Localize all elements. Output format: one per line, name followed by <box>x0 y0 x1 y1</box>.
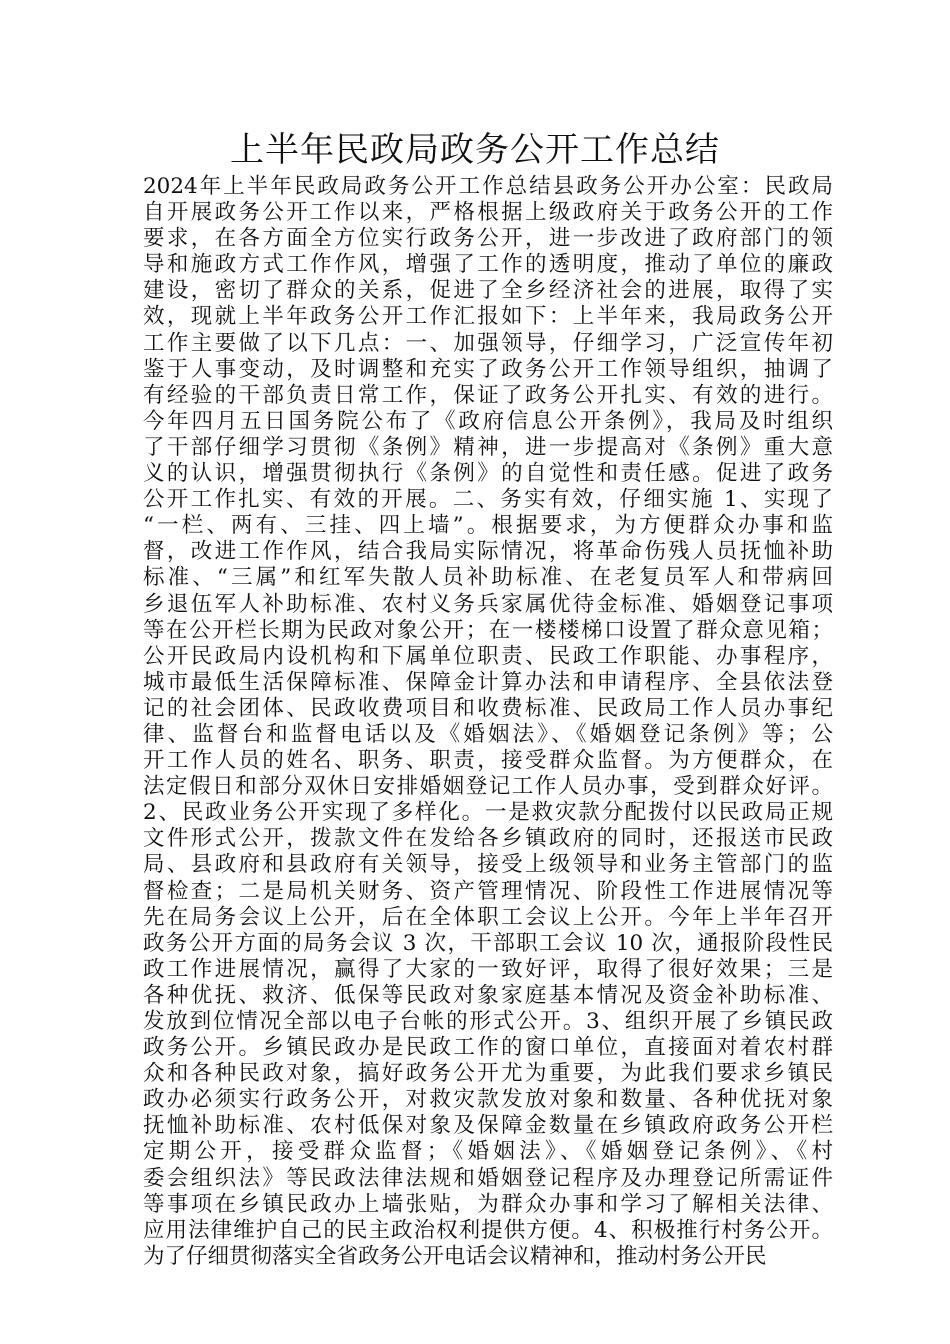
body-line: 为了仔细贯彻落实全省政务公开电话会议精神和，推动村务公开民 <box>143 1243 767 1269</box>
body-line: 城市最低生活保障标准、保障金计算办法和申请程序、全县依法登 <box>143 669 833 695</box>
body-line: “一栏、两有、三挂、四上墙”。根据要求，为方便群众办事和监 <box>143 513 833 539</box>
body-line: 导和施政方式工作作风，增强了工作的透明度，推动了单位的廉政 <box>143 252 833 278</box>
body-line: 有经验的干部负责日常工作，保证了政务公开扎实、有效的进行。 <box>143 382 833 408</box>
body-line: 乡退伍军人补助标准、农村义务兵家属优待金标准、婚姻登记事项 <box>143 591 833 617</box>
body-line: 建设，密切了群众的关系，促进了全乡经济社会的进展，取得了实 <box>143 278 833 304</box>
body-line: 等事项在乡镇民政办上墙张贴，为群众办事和学习了解相关法律、 <box>143 1191 833 1217</box>
document-body <box>143 174 833 1270</box>
body-line: 律、监督台和监督电话以及《婚姻法》、《婚姻登记条例》等；公 <box>143 721 833 747</box>
body-line: 政工作进展情况，赢得了大家的一致好评，取得了很好效果；三是 <box>143 956 833 982</box>
body-line: 记的社会团体、民政收费项目和收费标准、民政局工作人员办事纪 <box>143 695 833 721</box>
body-line: 今年四月五日国务院公布了《政府信息公开条例》，我局及时组织 <box>143 408 833 434</box>
body-line: 公开民政局内设机构和下属单位职责、民政工作职能、办事程序， <box>143 643 833 669</box>
body-line: 2、民政业务公开实现了多样化。一是救灾款分配拨付以民政局正规 <box>143 800 833 826</box>
body-line: 抚恤补助标准、农村低保对象及保障金数量在乡镇政府政务公开栏 <box>143 1113 833 1139</box>
body-line: 公开工作扎实、有效的开展。二、务实有效，仔细实施 1、实现了 <box>143 487 833 513</box>
body-line: 委会组织法》等民政法律法规和婚姻登记程序及办理登记所需证件 <box>143 1165 833 1191</box>
document-title: 上半年民政局政务公开工作总结 <box>230 130 720 170</box>
body-line: 政办必须实行政务公开，对救灾款发放对象和数量、各种优抚对象 <box>143 1087 833 1113</box>
body-line: 鉴于人事变动，及时调整和充实了政务公开工作领导组织，抽调了 <box>143 356 833 382</box>
body-line: 政务公开方面的局务会议 3 次，干部职工会议 10 次，通报阶段性民 <box>143 930 833 956</box>
body-line: 督，改进工作作风，结合我局实际情况，将革命伤残人员抚恤补助 <box>143 539 833 565</box>
body-line: 要求，在各方面全方位实行政务公开，进一步改进了政府部门的领 <box>143 226 833 252</box>
body-line: 政务公开。乡镇民政办是民政工作的窗口单位，直接面对着农村群 <box>143 1035 833 1061</box>
body-line: 众和各种民政对象，搞好政务公开尤为重要，为此我们要求乡镇民 <box>143 1061 833 1087</box>
body-line: 工作主要做了以下几点：一、加强领导，仔细学习，广泛宣传年初 <box>143 330 833 356</box>
body-line: 效，现就上半年政务公开工作汇报如下：上半年来，我局政务公开 <box>143 304 833 330</box>
body-line: 标准、“三属”和红军失散人员补助标准、在老复员军人和带病回 <box>143 565 833 591</box>
body-line: 局、县政府和县政府有关领导，接受上级领导和业务主管部门的监 <box>143 852 833 878</box>
body-line: 义的认识，增强贯彻执行《条例》的自觉性和责任感。促进了政务 <box>143 461 833 487</box>
body-line: 先在局务会议上公开，后在全体职工会议上公开。今年上半年召开 <box>143 904 833 930</box>
body-line: 开工作人员的姓名、职务、职责，接受群众监督。为方便群众，在 <box>143 748 833 774</box>
body-line: 文件形式公开，拨款文件在发给各乡镇政府的同时，还报送市民政 <box>143 826 833 852</box>
body-line: 定期公开，接受群众监督；《婚姻法》、《婚姻登记条例》、《村 <box>143 1139 833 1165</box>
body-line: 各种优抚、救济、低保等民政对象家庭基本情况及资金补助标准、 <box>143 982 833 1008</box>
body-line: 应用法律维护自己的民主政治权利提供方便。4、积极推行村务公开。 <box>143 1217 833 1243</box>
body-line: 2024年上半年民政局政务公开工作总结县政务公开办公室：民政局 <box>143 174 833 199</box>
body-line: 发放到位情况全部以电子台帐的形式公开。3、组织开展了乡镇民政 <box>143 1009 833 1034</box>
body-line: 督检查；二是局机关财务、资产管理情况、阶段性工作进展情况等 <box>143 878 833 904</box>
body-line: 法定假日和部分双休日安排婚姻登记工作人员办事，受到群众好评。 <box>143 774 833 800</box>
body-line: 自开展政务公开工作以来，严格根据上级政府关于政务公开的工作 <box>143 200 833 226</box>
body-line: 了干部仔细学习贯彻《条例》精神，进一步提高对《条例》重大意 <box>143 434 833 460</box>
body-line: 等在公开栏长期为民政对象公开；在一楼楼梯口设置了群众意见箱； <box>143 617 833 643</box>
